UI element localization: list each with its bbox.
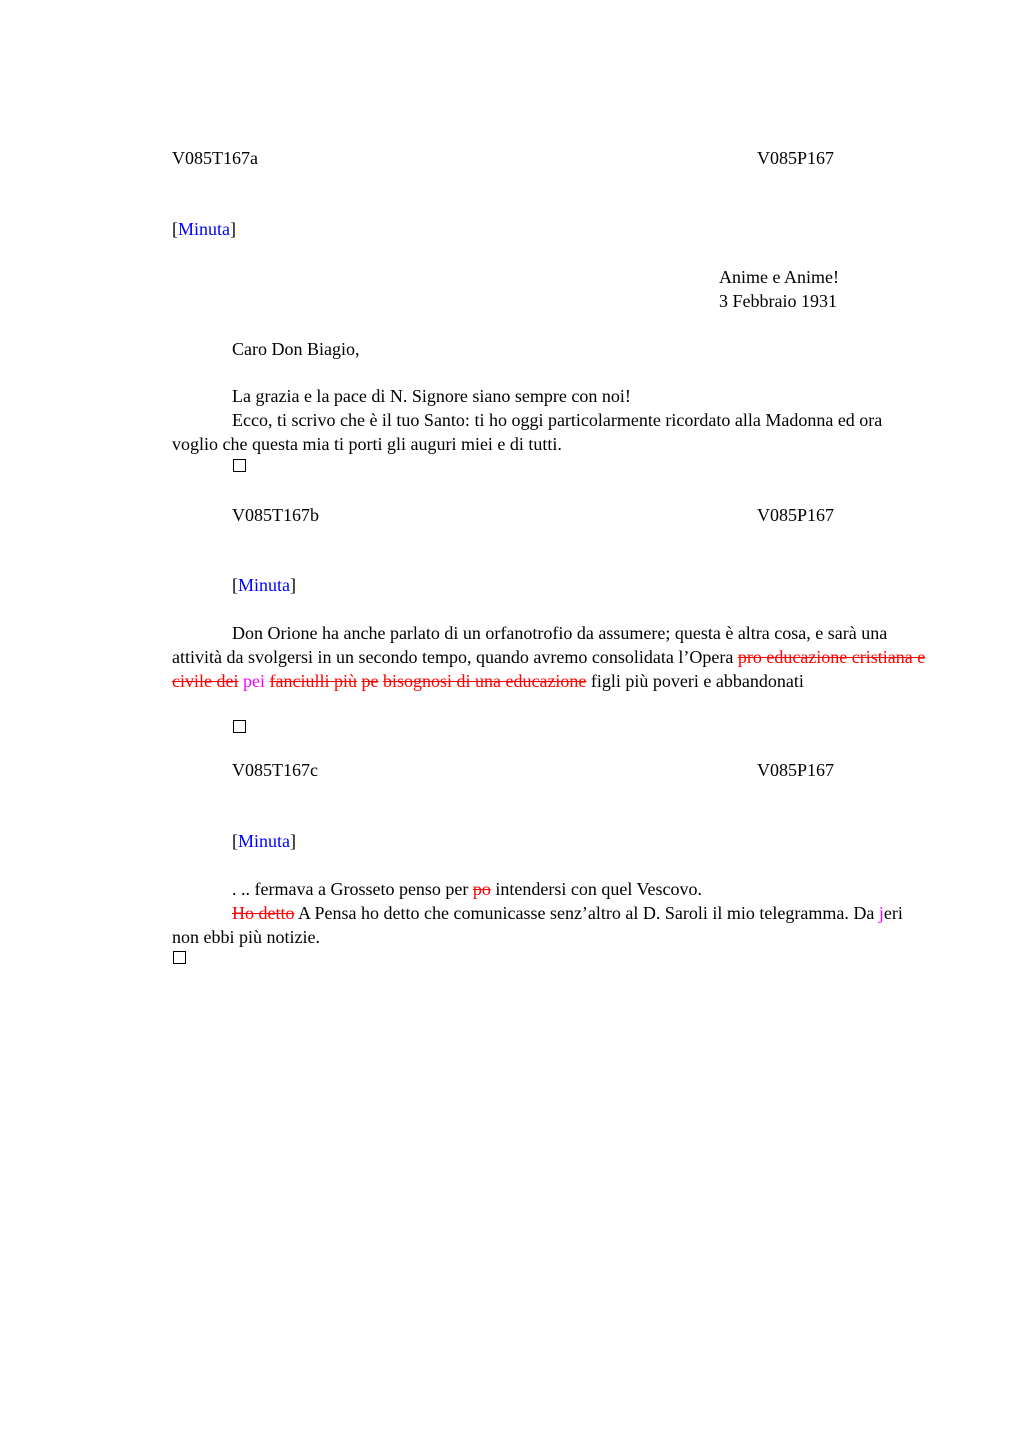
section-a-end-box-icon bbox=[233, 459, 246, 472]
section-a-minuta-tag: [Minuta] bbox=[172, 219, 236, 239]
section-c-text-a: A Pensa ho detto che comunicasse senz’altro al D. Saroli il mio telegramma. Da bbox=[294, 903, 879, 923]
section-c-code-right: V085P167 bbox=[757, 760, 835, 780]
section-c-line1 bbox=[232, 877, 702, 901]
section-b-minuta-label: Minuta bbox=[238, 575, 290, 595]
section-b-insertion-1: pei bbox=[242, 671, 265, 691]
section-a-line1: La grazia e la pace di N. Signore siano sempre con noi! bbox=[232, 386, 631, 406]
section-c-minuta-tag: [Minuta] bbox=[232, 831, 296, 851]
section-b-text-b: figli più poveri e abbandonati bbox=[586, 671, 804, 691]
section-b-text-a: Don Orione ha anche parlato di un orfanotrofio da assumere; questa è altra cosa, e sarà una attività da svolgersi in un secondo tempo, quando avremo consolidata l’Opera bbox=[172, 623, 888, 667]
section-b-end-box-icon bbox=[233, 720, 246, 733]
section-c-minuta-label: Minuta bbox=[238, 831, 290, 851]
section-a-minuta-label: Minuta bbox=[178, 219, 230, 239]
section-b-deletion-4: bisognosi di una educazione bbox=[382, 671, 587, 691]
section-c-paragraph bbox=[172, 901, 932, 949]
section-b-minuta-tag: [Minuta] bbox=[232, 575, 296, 595]
section-b-deletion-2: fanciulli più bbox=[269, 671, 357, 691]
section-c-text-b: eri non ebbi più notizie. bbox=[172, 903, 903, 947]
section-a-paragraph: Ecco, ti scrivo che è il tuo Santo: ti ho oggi particolarmente ricordato alla Madonna ed ora voglio che questa mia ti porti gli auguri miei e di tutti. bbox=[172, 410, 883, 454]
section-c-code-left: V085T167c bbox=[232, 760, 318, 780]
section-c-insertion: j bbox=[878, 903, 884, 923]
section-a-code-left: V085T167a bbox=[172, 148, 258, 168]
section-c-line1-deletion: po bbox=[472, 879, 491, 899]
section-b-code-right: V085P167 bbox=[757, 505, 835, 525]
section-b-code-left: V085T167b bbox=[232, 505, 319, 525]
section-c-end-box-icon bbox=[173, 951, 186, 964]
section-a-place: Anime e Anime! bbox=[719, 267, 839, 287]
section-b-deletion-3: pe bbox=[361, 671, 379, 691]
section-c-line1-text-b: intendersi con quel Vescovo. bbox=[490, 879, 703, 899]
section-a-salutation: Caro Don Biagio, bbox=[232, 339, 360, 359]
section-c-deletion: Ho detto bbox=[232, 903, 295, 923]
section-a-date: 3 Febbraio 1931 bbox=[719, 291, 837, 311]
section-c-line1-text-a: . .. fermava a Grosseto penso per bbox=[232, 879, 473, 899]
section-b-deletion-1: pro educazione cristiana e civile dei bbox=[172, 647, 926, 691]
section-b-paragraph bbox=[172, 621, 932, 693]
section-a-code-right: V085P167 bbox=[757, 148, 835, 168]
